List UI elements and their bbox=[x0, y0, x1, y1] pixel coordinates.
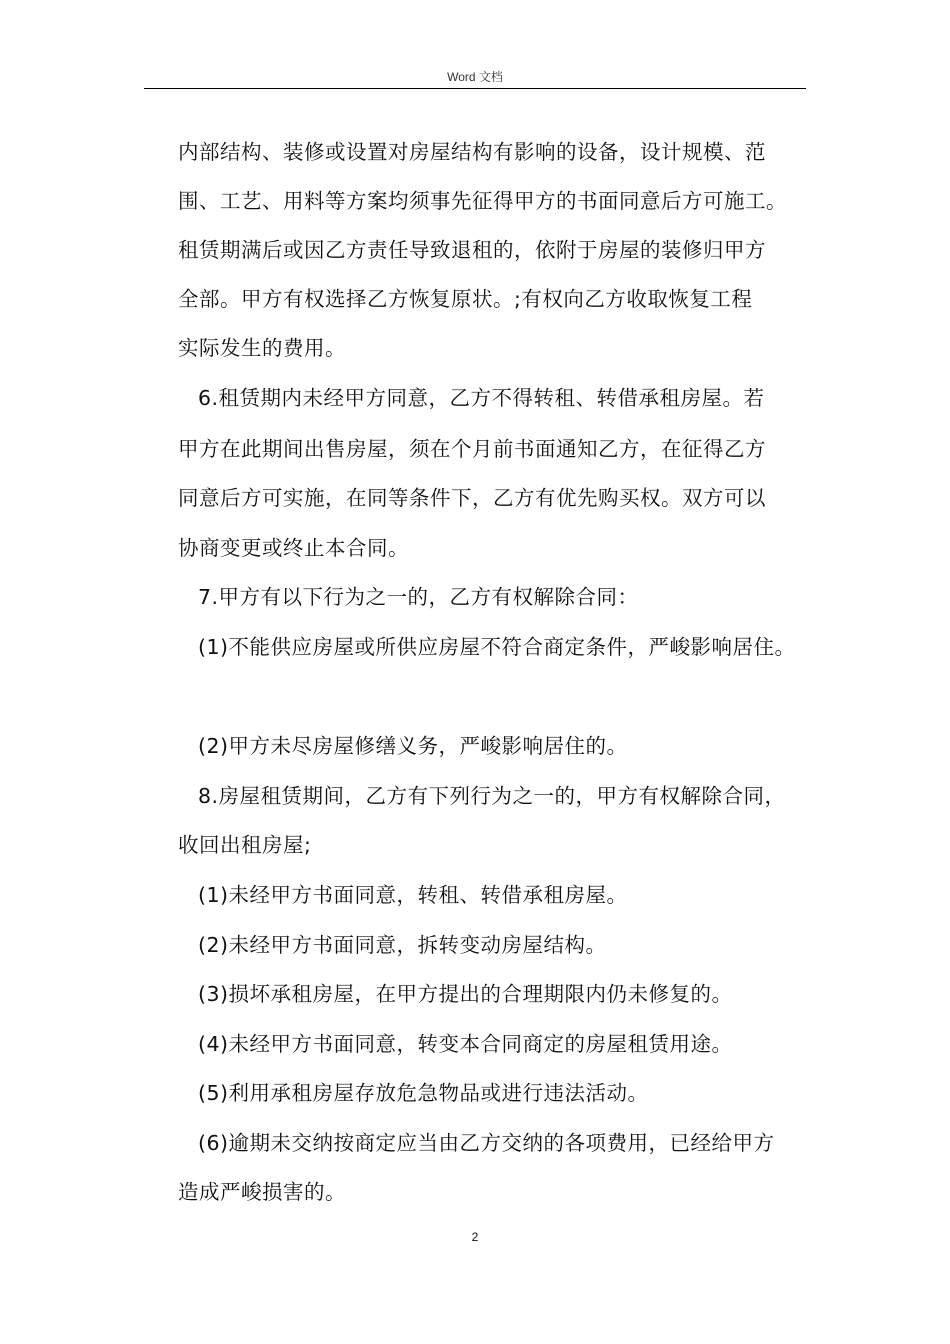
body-line: 实际发生的费用。 bbox=[178, 336, 346, 360]
body-line: 协商变更或终止本合同。 bbox=[178, 536, 409, 560]
body-line: (5)利用承租房屋存放危急物品或进行违法活动。 bbox=[198, 1081, 649, 1105]
header-divider bbox=[144, 88, 806, 89]
body-line: 7.甲方有以下行为之一的，乙方有权解除合同： bbox=[198, 585, 639, 609]
header-title: Word 文档 bbox=[447, 70, 503, 84]
body-line: 围、工艺、用料等方案均须事先征得甲方的书面同意后方可施工。 bbox=[178, 189, 787, 213]
body-line: 造成严峻损害的。 bbox=[178, 1180, 346, 1204]
body-line: 租赁期满后或因乙方责任导致退租的，依附于房屋的装修归甲方 bbox=[178, 238, 766, 262]
body-line: 甲方在此期间出售房屋，须在个月前书面通知乙方，在征得乙方 bbox=[178, 437, 766, 461]
body-line: (1)不能供应房屋或所供应房屋不符合商定条件，严峻影响居住。 bbox=[198, 635, 796, 659]
body-line: 8.房屋租赁期间，乙方有下列行为之一的，甲方有权解除合同， bbox=[198, 784, 786, 808]
body-line: (4)未经甲方书面同意，转变本合同商定的房屋租赁用途。 bbox=[198, 1032, 733, 1056]
page-number: 2 bbox=[471, 1230, 479, 1244]
body-line: (2)未经甲方书面同意，拆转变动房屋结构。 bbox=[198, 933, 607, 957]
body-line: 收回出租房屋; bbox=[178, 833, 312, 857]
body-line: (3)损坏承租房屋，在甲方提出的合理期限内仍未修复的。 bbox=[198, 982, 733, 1006]
body-line: 内部结构、装修或设置对房屋结构有影响的设备，设计规模、范 bbox=[178, 140, 766, 164]
body-line: (2)甲方未尽房屋修缮义务，严峻影响居住的。 bbox=[198, 734, 628, 758]
body-line: 同意后方可实施，在同等条件下，乙方有优先购买权。双方可以 bbox=[178, 486, 766, 510]
body-line: 全部。甲方有权选择乙方恢复原状。;有权向乙方收取恢复工程 bbox=[178, 287, 753, 311]
body-line: (6)逾期未交纳按商定应当由乙方交纳的各项费用，已经给甲方 bbox=[198, 1131, 775, 1155]
body-line: (1)未经甲方书面同意，转租、转借承租房屋。 bbox=[198, 883, 628, 907]
body-line: 6.租赁期内未经甲方同意，乙方不得转租、转借承租房屋。若 bbox=[198, 386, 765, 410]
